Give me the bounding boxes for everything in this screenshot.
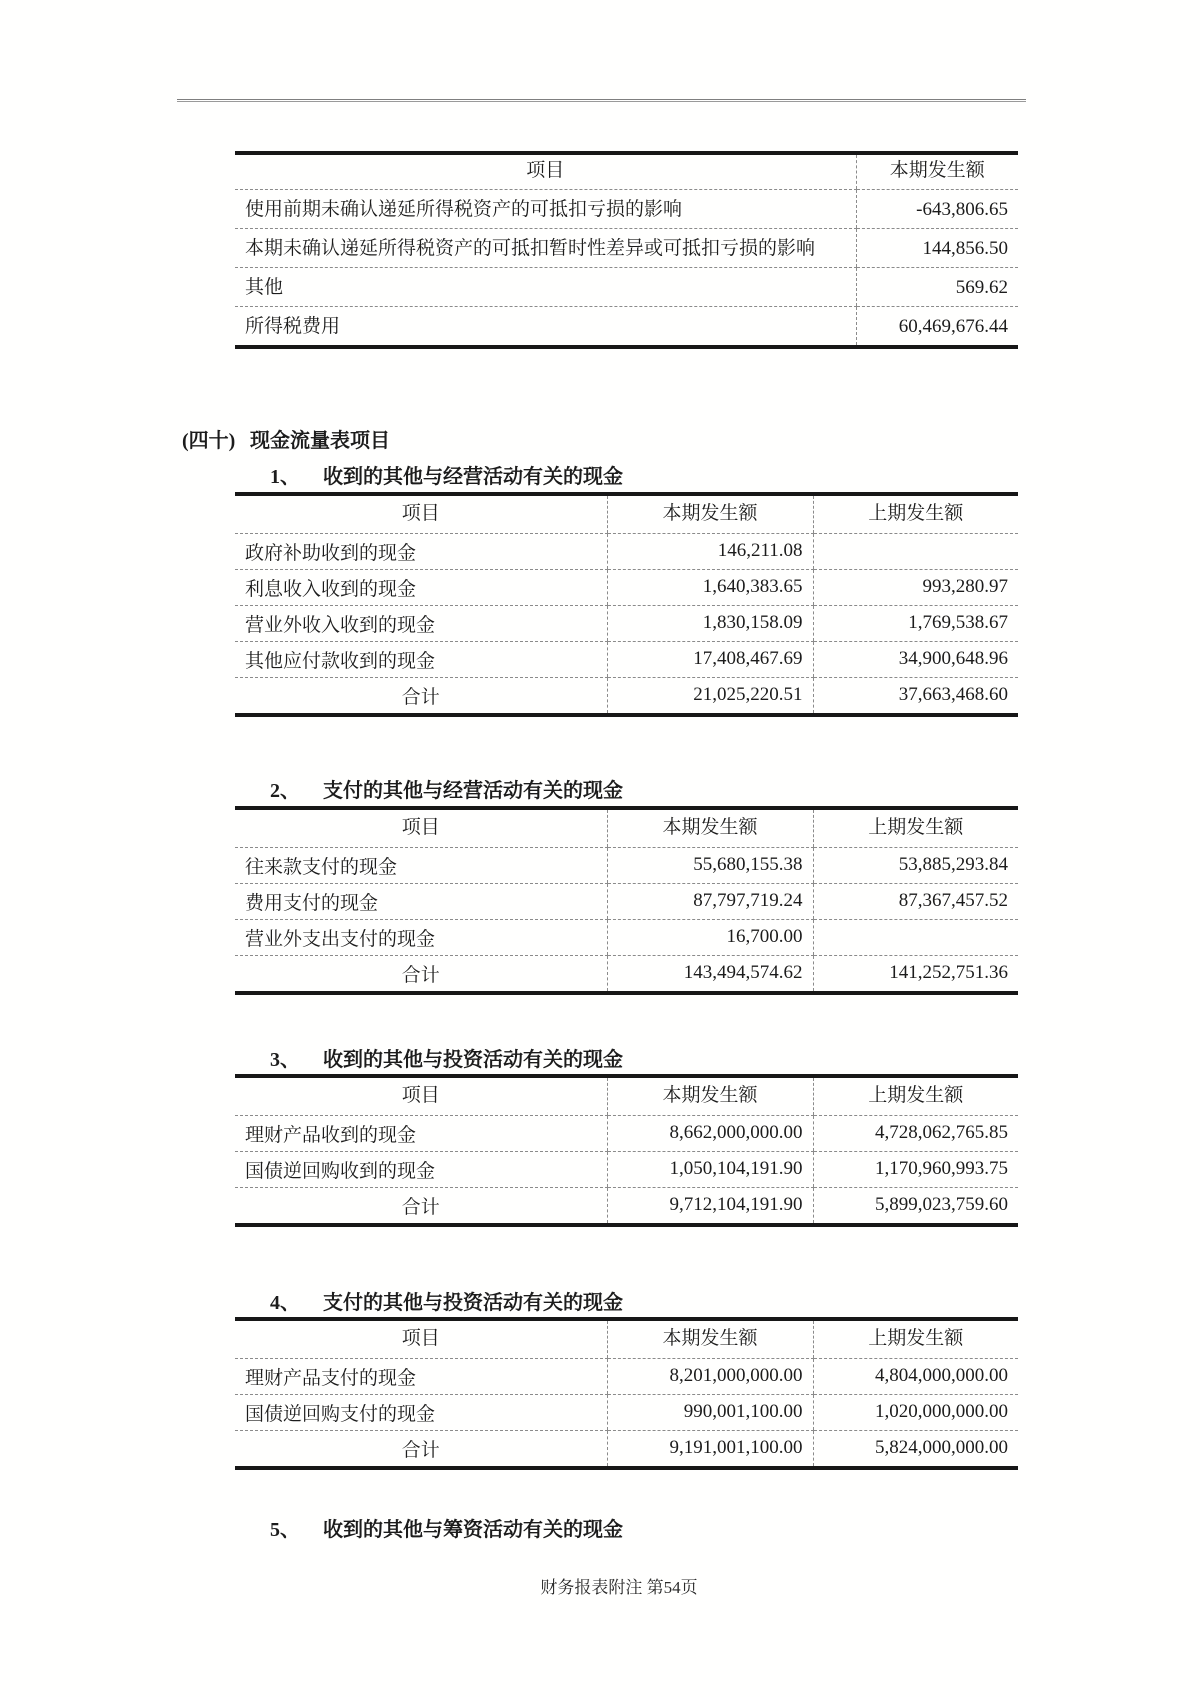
- column-header-item: 项目: [235, 1078, 607, 1115]
- subsection-heading-5: [270, 1517, 623, 1543]
- row-current-value: 8,201,000,000.00: [607, 1358, 813, 1394]
- row-label: 营业外支出支付的现金: [235, 919, 607, 955]
- subsection-title: 收到的其他与经营活动有关的现金: [323, 466, 623, 488]
- row-label: 理财产品收到的现金: [235, 1115, 607, 1151]
- subsection-heading-1: [270, 464, 623, 490]
- row-prior-value: [813, 919, 1018, 955]
- row-prior-value: 1,020,000,000.00: [813, 1394, 1018, 1430]
- section-title: 现金流量表项目: [250, 430, 390, 452]
- row-prior-value: 4,804,000,000.00: [813, 1358, 1018, 1394]
- subsection-heading-4: [270, 1290, 623, 1316]
- column-header-prior-period: 上期发生额: [813, 496, 1018, 533]
- table-header-row: [235, 155, 1018, 189]
- table-row: [235, 1358, 1018, 1394]
- subsection-number: 1、: [270, 466, 300, 488]
- row-current-value: 21,025,220.51: [607, 677, 813, 713]
- section-number: (四十): [182, 430, 236, 452]
- column-header-current-period: 本期发生额: [607, 496, 813, 533]
- column-header-prior-period: 上期发生额: [813, 1321, 1018, 1358]
- subsection-heading-3: [270, 1047, 623, 1073]
- subsection-number: 4、: [270, 1292, 300, 1314]
- subsection-heading-2: [270, 778, 623, 804]
- row-label: 政府补助收到的现金: [235, 533, 607, 569]
- table-header-row: [235, 1078, 1018, 1115]
- table-row: [235, 641, 1018, 677]
- cash-table-operating-received: [235, 492, 1018, 717]
- row-label: 合计: [401, 1439, 440, 1461]
- table-row: [235, 306, 1018, 345]
- row-prior-value: 5,899,023,759.60: [813, 1187, 1018, 1223]
- column-header-item: 项目: [235, 155, 856, 189]
- column-header-item: 项目: [235, 1321, 607, 1358]
- row-prior-value: 1,170,960,993.75: [813, 1151, 1018, 1187]
- row-label: 合计: [401, 1196, 440, 1218]
- row-label: 国债逆回购支付的现金: [235, 1394, 607, 1430]
- row-label: 合计: [401, 964, 440, 986]
- row-label: 国债逆回购收到的现金: [235, 1151, 607, 1187]
- row-label-cell: [235, 306, 856, 345]
- row-label-cell: [235, 228, 856, 267]
- row-label: 利息收入收到的现金: [235, 569, 607, 605]
- column-header-current-period: 本期发生额: [856, 155, 1018, 189]
- row-label: 使用前期未确认递延所得税资产的可抵扣亏损的影响: [245, 198, 683, 220]
- table-row: [235, 569, 1018, 605]
- row-current-value: 8,662,000,000.00: [607, 1115, 813, 1151]
- row-prior-value: 141,252,751.36: [813, 955, 1018, 991]
- row-prior-value: 34,900,648.96: [813, 641, 1018, 677]
- row-current-value: 55,680,155.38: [607, 847, 813, 883]
- row-current-value: 146,211.08: [607, 533, 813, 569]
- row-current-value: 1,640,383.65: [607, 569, 813, 605]
- table-row: [235, 955, 1018, 991]
- row-current-value: 990,001,100.00: [607, 1394, 813, 1430]
- income-tax-expense-table: [235, 151, 1018, 349]
- subsection-number: 3、: [270, 1049, 300, 1071]
- row-prior-value: 993,280.97: [813, 569, 1018, 605]
- row-prior-value: 37,663,468.60: [813, 677, 1018, 713]
- row-label: 费用支付的现金: [235, 883, 607, 919]
- table-row: [235, 1430, 1018, 1466]
- page-footer: 财务报表附注 第54页: [540, 1578, 698, 1597]
- subsection-title: 收到的其他与筹资活动有关的现金: [323, 1519, 623, 1541]
- row-current-value: 1,830,158.09: [607, 605, 813, 641]
- table-row: [235, 1115, 1018, 1151]
- row-label: 营业外收入收到的现金: [235, 605, 607, 641]
- row-current-value: -643,806.65: [856, 189, 1018, 228]
- row-prior-value: 5,824,000,000.00: [813, 1430, 1018, 1466]
- table-row: [235, 919, 1018, 955]
- row-prior-value: 1,769,538.67: [813, 605, 1018, 641]
- table-row: [235, 883, 1018, 919]
- row-label-cell: [235, 189, 856, 228]
- table-row: [235, 677, 1018, 713]
- row-label: 合计: [401, 686, 440, 708]
- row-label: 其他应付款收到的现金: [235, 641, 607, 677]
- column-header-current-period: 本期发生额: [607, 1078, 813, 1115]
- table-row: [235, 847, 1018, 883]
- column-header-item: 项目: [235, 496, 607, 533]
- column-header-item: 项目: [235, 810, 607, 847]
- subsection-title: 支付的其他与投资活动有关的现金: [323, 1292, 623, 1314]
- row-current-value: 9,712,104,191.90: [607, 1187, 813, 1223]
- table-header-row: [235, 810, 1018, 847]
- row-label: 理财产品支付的现金: [235, 1358, 607, 1394]
- table-header-row: [235, 1321, 1018, 1358]
- column-header-current-period: 本期发生额: [607, 810, 813, 847]
- row-label-cell: [235, 267, 856, 306]
- cash-table-operating-paid: [235, 806, 1018, 995]
- cash-table-investing-received: [235, 1074, 1018, 1227]
- row-current-value: 60,469,676.44: [856, 306, 1018, 345]
- subsection-title: 支付的其他与经营活动有关的现金: [323, 780, 623, 802]
- row-label: 所得税费用: [245, 315, 341, 337]
- column-header-prior-period: 上期发生额: [813, 810, 1018, 847]
- row-prior-value: 87,367,457.52: [813, 883, 1018, 919]
- row-prior-value: [813, 533, 1018, 569]
- table-header-row: [235, 496, 1018, 533]
- row-current-value: 9,191,001,100.00: [607, 1430, 813, 1466]
- row-label: 本期未确认递延所得税资产的可抵扣暂时性差异或可抵扣亏损的影响: [245, 237, 816, 259]
- row-current-value: 569.62: [856, 267, 1018, 306]
- table-row: [235, 533, 1018, 569]
- cash-table-investing-paid: [235, 1317, 1018, 1470]
- column-header-current-period: 本期发生额: [607, 1321, 813, 1358]
- table-row: [235, 267, 1018, 306]
- row-prior-value: 4,728,062,765.85: [813, 1115, 1018, 1151]
- section-heading: [182, 428, 390, 454]
- column-header-prior-period: 上期发生额: [813, 1078, 1018, 1115]
- table-row: [235, 1151, 1018, 1187]
- subsection-number: 2、: [270, 780, 300, 802]
- subsection-title: 收到的其他与投资活动有关的现金: [323, 1049, 623, 1071]
- row-current-value: 17,408,467.69: [607, 641, 813, 677]
- table-row: [235, 1394, 1018, 1430]
- row-label: 往来款支付的现金: [235, 847, 607, 883]
- row-current-value: 87,797,719.24: [607, 883, 813, 919]
- table-row: [235, 228, 1018, 267]
- row-current-value: 143,494,574.62: [607, 955, 813, 991]
- table-row: [235, 605, 1018, 641]
- subsection-number: 5、: [270, 1519, 300, 1541]
- row-current-value: 1,050,104,191.90: [607, 1151, 813, 1187]
- row-current-value: 16,700.00: [607, 919, 813, 955]
- row-current-value: 144,856.50: [856, 228, 1018, 267]
- table-row: [235, 189, 1018, 228]
- row-prior-value: 53,885,293.84: [813, 847, 1018, 883]
- table-row: [235, 1187, 1018, 1223]
- row-label: 其他: [245, 276, 284, 298]
- page-top-rule: [177, 99, 1026, 102]
